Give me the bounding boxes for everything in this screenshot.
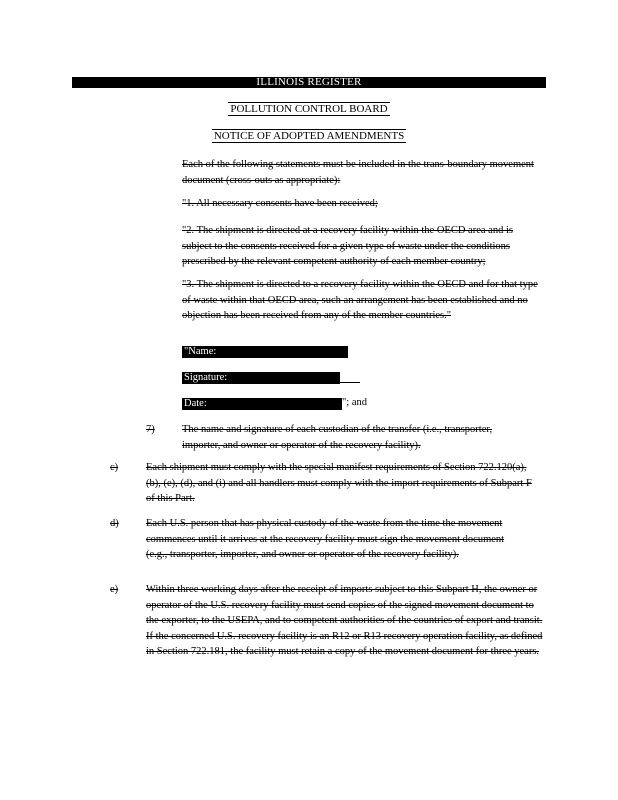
signature-name-field: "Name: — [182, 346, 348, 358]
statement-2: "2. The shipment is directed at a recovery facility within the OECD area and is subject to the consents received for a given type of waste under the conditions prescribed by the relevant competent authority of each member country; — [182, 225, 513, 267]
board-title: POLLUTION CONTROL BOARD — [230, 103, 388, 115]
subsection-c-text: Each shipment must comply with the special manifest requirements of Section 722.120(a), (b), (e), (d), and (i) and all handlers must comply with the import requirements of Subpart F of this Part. — [146, 462, 532, 504]
signature-date-field: Date: — [182, 398, 342, 410]
signature-line — [338, 382, 360, 383]
statement-1: "1. All necessary consents have been received; — [182, 198, 378, 209]
subsection-d-label: d) — [110, 518, 119, 529]
subsection-e-label: e) — [110, 584, 119, 595]
notice-title: NOTICE OF ADOPTED AMENDMENTS — [213, 130, 405, 142]
signature-signature-field: Signature: — [182, 372, 340, 384]
subsection-e-text: Within three working days after the receipt of imports subject to this Subpart H, the owner or operator of the U.S. recovery facility must send copies of the signed movement document to the exporter, to the USEPA, and to competent authorities of the countries of export and transit. If the concerned U.S. recovery facility is an R12 or R13 recovery operation facility, as defined in Section 722.181, the facility must retain a copy of the movement document for three years. — [146, 584, 543, 657]
statement-3: "3. The shipment is directed to a recovery facility within the OECD and for that type of waste within that OECD area, such an arrangement has been established and no objection has been received from any of the member countries." — [182, 279, 538, 321]
signature-and: "; and — [342, 397, 367, 408]
intro-paragraph: Each of the following statements must be included in the trans-boundary movement document (cross-outs as appropriate): — [182, 159, 534, 186]
subsection-c-label: c) — [110, 462, 119, 473]
subsection-d-text: Each U.S. person that has physical custody of the waste from the time the movement commences until it arrives at the recovery facility must sign the movement document (e.g., transporter, importer, and owner or operator of the recovery facility). — [146, 518, 505, 560]
register-header-bar — [72, 77, 546, 88]
item-7-label: 7) — [146, 424, 155, 435]
item-7-text: The name and signature of each custodian of the transfer (i.e., transporter, importer, and owner or operator of the recovery facility). — [182, 424, 493, 451]
register-title: ILLINOIS REGISTER — [256, 76, 362, 88]
